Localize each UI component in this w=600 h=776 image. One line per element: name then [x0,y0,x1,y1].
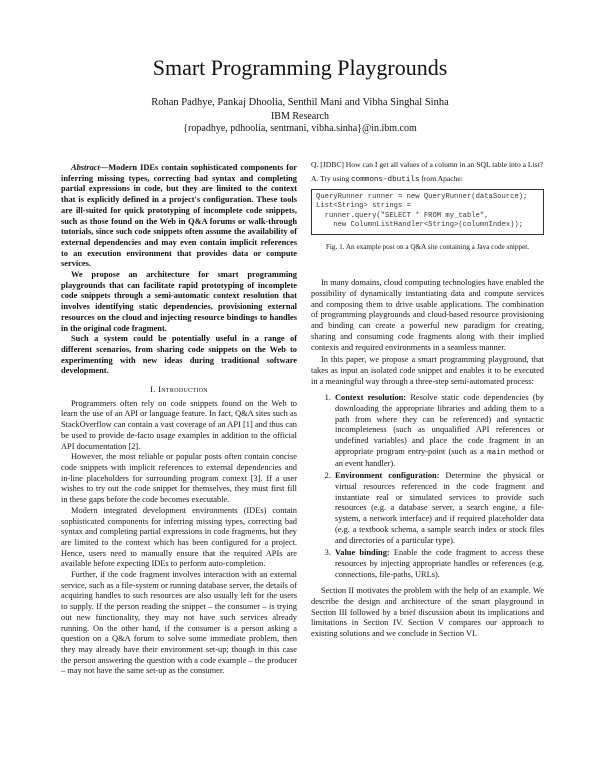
right-paragraph-1: In many domains, cloud computing technologies have enabled the possibility of dynamically instantiating data and compute services and composing them to drive usable applications. The combination of programming playgrounds and cloud-based resource provisioning and binding can create a powerful new paradigm for creating, sharing and consuming code fragments along with their implied contexts and required environments in a seamless manner. [311,278,544,352]
right-column [311,160,544,640]
author-list: Rohan Padhye, Pankaj Dhoolia, Senthil Mani and Vibha Singhal Sinha [151,97,449,108]
right-paragraph-2: In this paper, we propose a smart programming playground, that takes as input an isolated code snippet and enables it to be executed in a meaningful way through a three-step semi-automated process: [311,355,544,386]
answer-library: commons-dbutils [351,176,420,184]
intro-paragraph-2: However, the most reliable or popular posts often contain concise code snippets with implicit references to external dependencies and in-line placeholders for surrounding program context [3]. If a user wishes to try out the code snippet for themselves, they must first fill in these gaps before the code becomes executable. [61,452,297,505]
list-item [333,471,544,546]
section-heading-introduction [61,384,297,395]
process-steps-list [311,393,544,580]
figure-answer [311,174,544,185]
list-item-term: Environment configuration: [335,471,440,481]
list-item-code: main [487,448,506,457]
list-item [333,393,544,469]
list-item-text: Enable the code fragment to access these resources by injecting appropriate handles or references (e.g. connections, file-paths, URLs). [335,548,544,579]
left-column [61,163,297,677]
intro-paragraph-4: Further, if the code fragment involves interaction with an external service, such as a file-system or running database server, the details of acquiring handles to such resources are also usually left for the users to supply. If the person reading the snippet – the consumer – is trying out new functionality, they may not have such services already running. On the other hand, if the consumer is a person asking a question on a Q&A forum to solve some immediate problem, then they may already have their environment set-up; though in this case the person answering the question with a code example – the producer – may not have the same set-up as the consumer. [61,570,297,676]
list-item-term: Context resolution: [335,393,407,403]
figure-1 [311,160,544,252]
abstract-paragraph-2: We propose an architecture for smart programming playgrounds that can facilitate rapid prototyping of incomplete code snippets through a semi-automatic context resolution that involves identifying static dependencies, provisioning external resources on the cloud and injecting resource bindings to handles in the original code fragment. [61,270,297,333]
list-item [333,548,544,580]
figure-question: Q. [JDBC] How can I get all values of a column in an SQL table into a List? [311,160,544,169]
list-item-text: Determine the physical or virtual resources referenced in the code fragment and instantiate real or simulated services to provide such resources (e.g. a database server, a search engine, a file-system, a network interface) and if required placeholder data (e.g. a textbook schema, a sample search index or stock files and directories of a particular type). [335,471,544,545]
answer-prefix: A. Try using [311,174,352,183]
answer-suffix: from Apache: [419,174,463,183]
figure-caption: Fig. 1. An example post on a Q&A site containing a Java code snippet. [325,242,530,251]
list-item-term: Value binding: [335,548,390,558]
abstract-paragraph-3: Such a system could be potentially useful in a range of different scenarios, from sharing code snippets on the Web to experimenting with new ideas during traditional software development. [61,334,297,376]
author-emails: {ropadhye, pdhoolia, sentmani, vibha.sinha}@in.ibm.com [183,123,417,134]
abstract-label: Abstract [71,163,100,172]
affiliation: IBM Research [270,111,330,122]
section-title: Introduction [158,384,208,395]
abstract-text: —Modern IDEs contain sophisticated components for inferring missing types, correcting bad syntax and completing partial expressions in code, but they are limited to the context that is explicitly defined in a project's configuration. These tools are ill-suited for quick prototyping of incomplete code snippets, such as those found on the Web in Q&A forums or walk-through tutorials, since such code snippets often assume the availability of external dependencies and may even contain implicit references to an execution environment that provides data or compute services. [61,163,297,269]
list-item-text: Resolve static code dependencies (by downloading the appropriate libraries and adding them to a path from where they can be referenced) and syntactic incompleteness (such as unqualified API references or undefined variables) and place the code fragment in an appropriate program entry-point (such as a [335,393,544,456]
right-paragraph-3: Section II motivates the problem with the help of an example. We describe the design and architecture of the smart playground in Section III followed by a brief discussion about its implications and limitations in Section IV. Section V compares our approach to existing solutions and we conclude in Section VI. [311,586,544,639]
paper-title: Smart Programming Playgrounds [152,55,448,80]
list-item-text-end: method or an event handler). [335,446,544,468]
intro-paragraph-1: Programmers often rely on code snippets found on the Web to learn the use of an API or language feature. In fact, Q&A sites such as StackOverflow can contain a vast coverage of an API [1] and thus can be used to provide de-facto usage examples in addition to the official API documentation [2]. [61,398,297,451]
intro-paragraph-3: Modern integrated development environments (IDEs) contain sophisticated components for inferring missing types, correcting bad syntax and completing partial expressions in code fragments, but they are limited to the context which has been configured for a project. Hence, users need to manually ensure that the required APIs are available before expecting IDEs to perform auto-completion. [61,505,297,569]
code-snippet: QueryRunner runner = new QueryRunner(dataSource); List<String> strings = runner.query("SELECT * FROM my_table", new ColumnListHandler<String>(columnIndex)); [311,189,544,235]
abstract-paragraph [61,163,297,270]
section-number: I. [150,384,156,395]
